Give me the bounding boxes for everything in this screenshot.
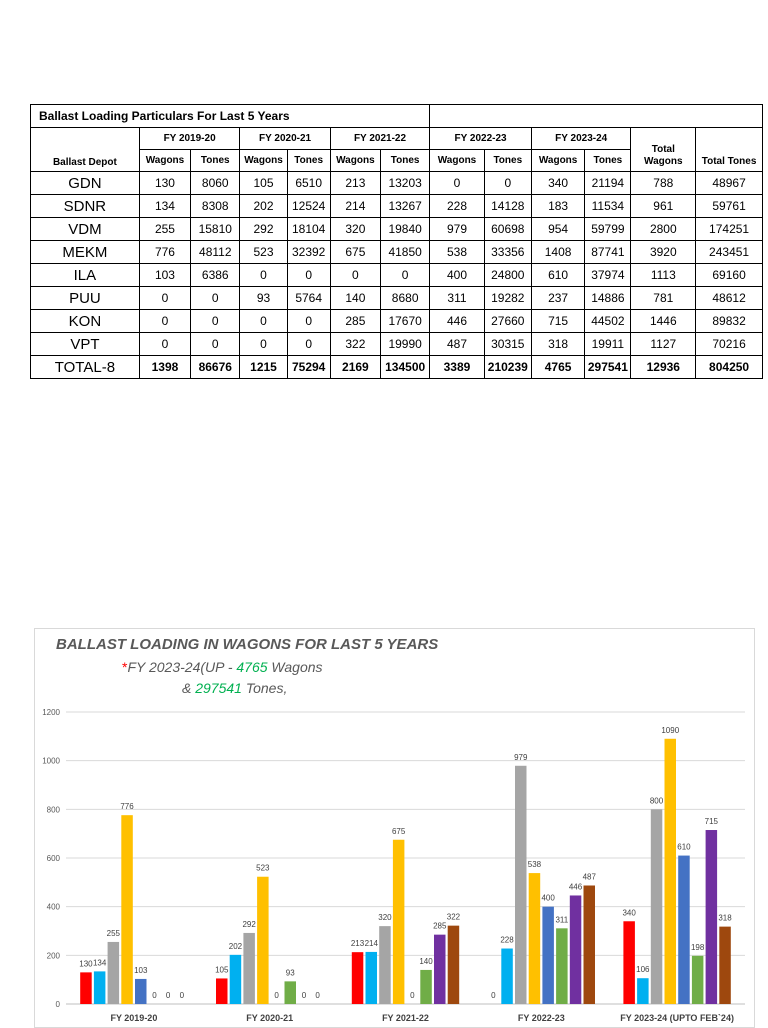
data-label: 776 <box>120 802 134 812</box>
year-header: FY 2021-22 <box>330 128 430 150</box>
data-label: 0 <box>165 991 171 1000</box>
total-value-cell: 1398 <box>139 356 190 379</box>
total-wagons-cell: 3920 <box>631 241 696 264</box>
value-cell: 237 <box>531 287 584 310</box>
tones-subheader: Tones <box>381 150 430 172</box>
value-cell: 11534 <box>585 195 631 218</box>
data-label: 311 <box>555 915 569 925</box>
total-tones-cell: 48612 <box>696 287 763 310</box>
tones-subheader: Tones <box>287 150 330 172</box>
depot-name-cell: VPT <box>31 333 140 356</box>
depot-name-cell: MEKM <box>31 241 140 264</box>
total-wagons-header: Total Wagons <box>631 128 696 172</box>
value-cell: 228 <box>430 195 484 218</box>
data-label: 285 <box>433 921 447 931</box>
asterisk: * <box>122 659 128 675</box>
data-label: 292 <box>242 919 256 929</box>
y-tick-label: 400 <box>46 902 60 912</box>
subtitle-wagons-number: 4765 <box>236 659 268 675</box>
value-cell: 8060 <box>191 172 240 195</box>
wagons-subheader: Wagons <box>240 150 287 172</box>
total-wagons-cell: 1446 <box>631 310 696 333</box>
data-label: 106 <box>636 965 650 975</box>
value-cell: 0 <box>139 333 190 356</box>
depot-name-cell: GDN <box>31 172 140 195</box>
value-cell: 19911 <box>585 333 631 356</box>
total-tones-cell: 89832 <box>696 310 763 333</box>
data-label: 103 <box>134 965 148 975</box>
value-cell: 0 <box>191 287 240 310</box>
data-label: 979 <box>514 752 528 762</box>
value-cell: 8680 <box>381 287 430 310</box>
bar <box>393 840 405 1004</box>
value-cell: 21194 <box>585 172 631 195</box>
value-cell: 340 <box>531 172 584 195</box>
bar <box>448 926 460 1004</box>
data-label: 0 <box>152 991 157 1000</box>
tones-subheader: Tones <box>484 150 531 172</box>
value-cell: 140 <box>330 287 380 310</box>
value-cell: 675 <box>330 241 380 264</box>
value-cell: 523 <box>240 241 287 264</box>
total-value-cell: 75294 <box>287 356 330 379</box>
bar <box>515 766 527 1004</box>
wagons-subheader: Wagons <box>531 150 584 172</box>
value-cell: 400 <box>430 264 484 287</box>
data-label: 318 <box>718 913 732 923</box>
value-cell: 0 <box>240 310 287 333</box>
data-label: 0 <box>301 991 307 1000</box>
data-label: 228 <box>500 935 514 945</box>
value-cell: 0 <box>381 264 430 287</box>
value-cell: 37974 <box>585 264 631 287</box>
value-cell: 13267 <box>381 195 430 218</box>
total-tones-cell: 70216 <box>696 333 763 356</box>
total-wagons-cell: 961 <box>631 195 696 218</box>
value-cell: 0 <box>287 333 330 356</box>
value-cell: 19990 <box>381 333 430 356</box>
value-cell: 487 <box>430 333 484 356</box>
value-cell: 41850 <box>381 241 430 264</box>
bar <box>285 981 297 1004</box>
data-label: 198 <box>690 942 705 952</box>
bar <box>706 830 718 1004</box>
bar <box>366 952 378 1004</box>
data-label: 487 <box>582 872 596 882</box>
value-cell: 59799 <box>585 218 631 241</box>
value-cell: 214 <box>330 195 380 218</box>
value-cell: 0 <box>240 333 287 356</box>
data-label: 322 <box>446 912 461 922</box>
y-tick-label: 0 <box>55 1000 60 1009</box>
bar <box>379 926 391 1004</box>
y-tick-label: 1200 <box>42 708 60 717</box>
data-label: 715 <box>704 817 719 827</box>
data-label: 0 <box>410 991 415 1000</box>
wagons-subheader: Wagons <box>330 150 380 172</box>
data-label: 610 <box>677 842 691 852</box>
bar <box>135 979 147 1004</box>
value-cell: 105 <box>240 172 287 195</box>
value-cell: 27660 <box>484 310 531 333</box>
y-tick-label: 800 <box>46 805 60 815</box>
depot-name-cell: SDNR <box>31 195 140 218</box>
subtitle-text: & <box>182 680 196 696</box>
bar <box>434 935 446 1004</box>
value-cell: 60698 <box>484 218 531 241</box>
total-value-cell: 134500 <box>381 356 430 379</box>
x-tick-label: FY 2019-20 <box>110 1013 158 1023</box>
data-label: 0 <box>491 991 496 1000</box>
wagons-subheader: Wagons <box>139 150 190 172</box>
data-label: 255 <box>106 928 121 938</box>
value-cell: 610 <box>531 264 584 287</box>
bar <box>121 815 133 1004</box>
value-cell: 87741 <box>585 241 631 264</box>
value-cell: 17670 <box>381 310 430 333</box>
bar <box>719 927 731 1004</box>
value-cell: 14128 <box>484 195 531 218</box>
total-value-cell: 86676 <box>191 356 240 379</box>
bar <box>556 928 568 1004</box>
total-tones-cell: 48967 <box>696 172 763 195</box>
bar <box>108 942 120 1004</box>
value-cell: 14886 <box>585 287 631 310</box>
value-cell: 318 <box>531 333 584 356</box>
value-cell: 19282 <box>484 287 531 310</box>
data-label: 446 <box>568 882 583 892</box>
value-cell: 6510 <box>287 172 330 195</box>
total-value-cell: 3389 <box>430 356 484 379</box>
value-cell: 130 <box>139 172 190 195</box>
data-label: 140 <box>419 956 433 966</box>
data-label: 0 <box>274 991 279 1000</box>
year-header: FY 2023-24 <box>531 128 631 150</box>
subtitle-tones-number: 297541 <box>195 680 242 696</box>
value-cell: 0 <box>430 172 484 195</box>
value-cell: 13203 <box>381 172 430 195</box>
total-value-cell: 297541 <box>585 356 631 379</box>
value-cell: 103 <box>139 264 190 287</box>
bar <box>570 895 582 1004</box>
data-label: 0 <box>179 991 185 1000</box>
value-cell: 48112 <box>191 241 240 264</box>
data-label: 105 <box>215 965 229 975</box>
value-cell: 285 <box>330 310 380 333</box>
bar <box>529 873 541 1004</box>
value-cell: 0 <box>139 310 190 333</box>
value-cell: 979 <box>430 218 484 241</box>
value-cell: 0 <box>240 264 287 287</box>
table-title: Ballast Loading Particulars For Last 5 Years <box>31 105 430 128</box>
value-cell: 15810 <box>191 218 240 241</box>
x-tick-label: FY 2023-24 (UPTO FEB`24) <box>620 1013 734 1023</box>
value-cell: 6386 <box>191 264 240 287</box>
total-value-cell: 4765 <box>531 356 584 379</box>
value-cell: 32392 <box>287 241 330 264</box>
data-label: 93 <box>285 968 295 978</box>
value-cell: 292 <box>240 218 287 241</box>
value-cell: 5764 <box>287 287 330 310</box>
total-tones-cell: 174251 <box>696 218 763 241</box>
data-label: 523 <box>256 863 270 873</box>
depot-header: Ballast Depot <box>31 128 140 172</box>
data-label: 675 <box>391 826 406 836</box>
bar <box>257 877 269 1004</box>
grand-total-tones-cell: 804250 <box>696 356 763 379</box>
value-cell: 19840 <box>381 218 430 241</box>
bar <box>542 907 554 1004</box>
y-tick-label: 1000 <box>42 756 60 766</box>
y-tick-label: 600 <box>46 854 60 863</box>
total-tones-cell: 69160 <box>696 264 763 287</box>
value-cell: 0 <box>330 264 380 287</box>
total-wagons-cell: 2800 <box>631 218 696 241</box>
value-cell: 33356 <box>484 241 531 264</box>
value-cell: 12524 <box>287 195 330 218</box>
value-cell: 0 <box>287 310 330 333</box>
total-value-cell: 2169 <box>330 356 380 379</box>
value-cell: 8308 <box>191 195 240 218</box>
value-cell: 320 <box>330 218 380 241</box>
chart-title: BALLAST LOADING IN WAGONS FOR LAST 5 YEARS <box>56 636 439 653</box>
value-cell: 18104 <box>287 218 330 241</box>
data-label: 213 <box>350 939 365 949</box>
total-wagons-cell: 781 <box>631 287 696 310</box>
value-cell: 0 <box>191 333 240 356</box>
year-header: FY 2020-21 <box>240 128 330 150</box>
depot-name-cell: VDM <box>31 218 140 241</box>
bar <box>352 952 364 1004</box>
x-tick-label: FY 2022-23 <box>517 1013 565 1023</box>
bar <box>94 971 106 1004</box>
value-cell: 0 <box>484 172 531 195</box>
data-label: 340 <box>622 908 636 918</box>
year-header: FY 2022-23 <box>430 128 532 150</box>
total-wagons-cell: 788 <box>631 172 696 195</box>
value-cell: 322 <box>330 333 380 356</box>
value-cell: 255 <box>139 218 190 241</box>
value-cell: 311 <box>430 287 484 310</box>
total-tones-cell: 59761 <box>696 195 763 218</box>
bar <box>651 809 663 1004</box>
value-cell: 44502 <box>585 310 631 333</box>
data-label: 320 <box>378 913 392 923</box>
total-wagons-cell: 1113 <box>631 264 696 287</box>
depot-name-cell: KON <box>31 310 140 333</box>
bar <box>665 739 677 1004</box>
x-tick-label: FY 2020-21 <box>246 1013 294 1023</box>
data-label: 1090 <box>661 725 680 735</box>
value-cell: 954 <box>531 218 584 241</box>
data-label: 538 <box>527 860 542 870</box>
value-cell: 93 <box>240 287 287 310</box>
data-label: 202 <box>228 941 243 951</box>
total-tones-cell: 243451 <box>696 241 763 264</box>
bar <box>637 978 649 1004</box>
value-cell: 776 <box>139 241 190 264</box>
value-cell: 213 <box>330 172 380 195</box>
tones-subheader: Tones <box>191 150 240 172</box>
bar <box>243 933 255 1004</box>
grand-total-wagons-cell: 12936 <box>631 356 696 379</box>
value-cell: 134 <box>139 195 190 218</box>
value-cell: 0 <box>191 310 240 333</box>
depot-name-cell: PUU <box>31 287 140 310</box>
bar <box>623 921 635 1004</box>
bar <box>216 978 228 1004</box>
tones-subheader: Tones <box>585 150 631 172</box>
subtitle-text: FY 2023-24(UP - <box>127 659 237 675</box>
value-cell: 538 <box>430 241 484 264</box>
bar <box>420 970 432 1004</box>
subtitle-text: Tones, <box>241 680 288 696</box>
bar <box>678 856 690 1004</box>
wagons-subheader: Wagons <box>430 150 484 172</box>
data-label: 800 <box>649 796 664 806</box>
value-cell: 24800 <box>484 264 531 287</box>
value-cell: 183 <box>531 195 584 218</box>
depot-name-cell: ILA <box>31 264 140 287</box>
value-cell: 1408 <box>531 241 584 264</box>
data-label: 130 <box>79 959 93 969</box>
data-label: 134 <box>92 958 107 968</box>
value-cell: 30315 <box>484 333 531 356</box>
total-label-cell: TOTAL-8 <box>31 356 140 379</box>
value-cell: 0 <box>287 264 330 287</box>
value-cell: 715 <box>531 310 584 333</box>
bar <box>80 972 92 1004</box>
total-value-cell: 1215 <box>240 356 287 379</box>
total-wagons-cell: 1127 <box>631 333 696 356</box>
data-label: 214 <box>364 938 378 948</box>
bar <box>584 885 596 1004</box>
total-tones-header: Total Tones <box>696 128 763 172</box>
bar <box>230 955 242 1004</box>
value-cell: 0 <box>139 287 190 310</box>
total-value-cell: 210239 <box>484 356 531 379</box>
subtitle-text: Wagons <box>267 659 323 675</box>
data-label: 0 <box>315 991 320 1000</box>
x-tick-label: FY 2021-22 <box>382 1013 429 1023</box>
value-cell: 202 <box>240 195 287 218</box>
bar <box>501 949 513 1004</box>
bar <box>692 956 704 1004</box>
y-tick-label: 200 <box>46 951 60 961</box>
year-header: FY 2019-20 <box>139 128 240 150</box>
value-cell: 446 <box>430 310 484 333</box>
data-label: 400 <box>541 893 555 903</box>
